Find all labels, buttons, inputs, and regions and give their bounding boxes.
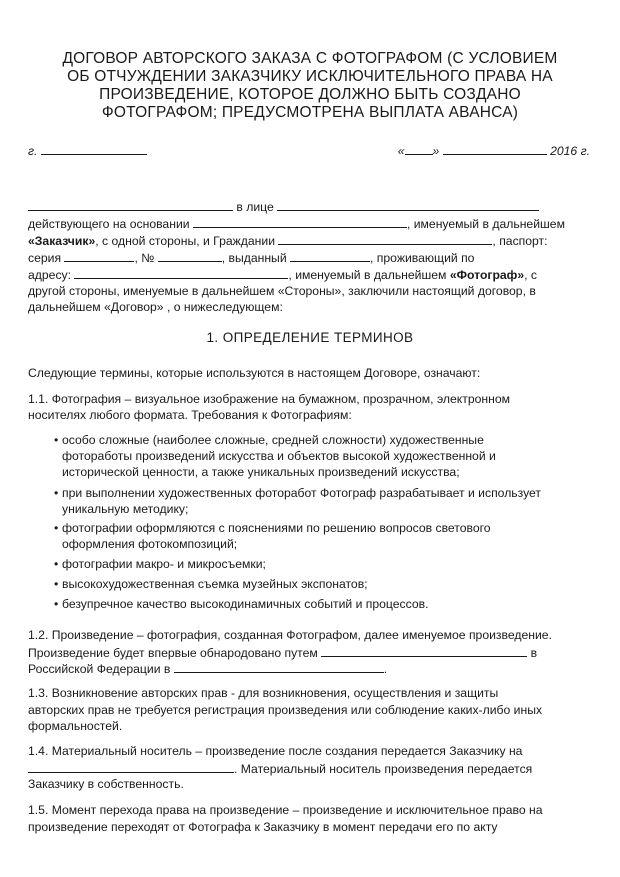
- parties-line-1: [28, 199, 539, 215]
- citizen-text: , с одной стороны, и Граждании: [95, 234, 276, 248]
- clause-1-4-line: Заказчику в собственность.: [28, 777, 184, 791]
- parties-line-7: дальнейшем «Договор» , о нижеследующем:: [28, 300, 283, 314]
- clause-1-4-line: . Материальный носитель произведения передается: [28, 761, 532, 777]
- bullet-item: • безупречное качество высокодинамичных событий и процессов.: [54, 597, 429, 611]
- clause-1-3-line: авторских прав не требуется регистрация произведения или соблюдение каких-либо иных: [28, 703, 543, 717]
- address-text: адресу:: [28, 268, 72, 282]
- parties-line-6: другой стороны, именуемые в дальнейшем «Стороны», заключили настоящий договор, в: [28, 284, 536, 298]
- clause-1-3-line: формальностей.: [28, 719, 123, 733]
- section-heading: 1. ОПРЕДЕЛЕНИЕ ТЕРМИНОВ: [206, 330, 414, 345]
- clause-1-1-line: носителях любого формата. Требования к Фотографиям:: [28, 408, 352, 422]
- issued-blank[interactable]: [290, 250, 370, 262]
- bullet-item-cont: фотоработы произведений искусства и объектов высокой художественной и: [62, 449, 496, 463]
- citizen-name-blank[interactable]: [278, 233, 492, 245]
- basis-blank[interactable]: [193, 216, 407, 228]
- series-blank[interactable]: [64, 250, 134, 262]
- bullet-icon: •: [54, 577, 59, 591]
- customer-role: «Заказчик»: [28, 234, 96, 248]
- bullet-item: • при выполнении художественных фоторабот Фотограф разрабатывает и использует: [54, 486, 542, 500]
- bullet-item: • фотографии оформляются с пояснениями по решению вопросов светового: [54, 521, 491, 535]
- date-open: «: [397, 144, 405, 158]
- bullet-item-cont: уникальную методику;: [62, 502, 189, 516]
- clause-1-2-line: 1.2. Произведение – фотография, созданная Фотографом, далее именуемое произведение.: [28, 628, 552, 642]
- tail-text: , с: [524, 268, 538, 282]
- bullet-item-cont: исторической ценности, а также уникальных произведений искусства;: [62, 465, 460, 479]
- number-blank[interactable]: [158, 250, 222, 262]
- series-text: серия: [28, 251, 62, 265]
- clause-1-1-line: 1.1. Фотография – визуальное изображение на бумажном, прозрачном, электронном: [28, 392, 511, 406]
- issued-text: , выданный: [221, 251, 287, 265]
- number-text: , №: [134, 251, 155, 265]
- parties-line-4: [28, 250, 474, 266]
- place-field: [28, 143, 147, 159]
- title-line: ПРОИЗВЕДЕНИЕ, КОТОРОЕ ДОЛЖНО БЫТЬ СОЗДАНО: [99, 86, 521, 103]
- clause-1-2-line: Российской Федерации в .: [28, 662, 388, 676]
- parties-line-5: [28, 267, 537, 283]
- hereinafter2-text: , именуемый в дальнейшем: [288, 268, 447, 282]
- bullet-icon: •: [54, 521, 59, 535]
- section-intro: Следующие термины, которые используются в настоящем Договоре, означают:: [28, 366, 481, 380]
- hereinafter-text: , именуемый в дальнейшем: [406, 217, 565, 231]
- bullet-item: • высокохудожественная съемка музейных экспонатов;: [54, 577, 368, 591]
- date-year: 2016 г.: [550, 144, 590, 158]
- bullet-icon: •: [54, 433, 59, 447]
- bullet-icon: •: [54, 486, 59, 500]
- clause-1-2-line: Произведение будет впервые обнародовано путем в: [28, 646, 538, 660]
- photographer-role: «Фотограф»: [449, 268, 525, 282]
- title-line: ФОТОГРАФОМ; ПРЕДУСМОТРЕНА ВЫПЛАТА АВАНСА): [101, 104, 519, 121]
- date-close: »: [432, 144, 440, 158]
- bullet-icon: •: [54, 597, 59, 611]
- clause-1-5-line: 1.5. Момент перехода права на произведение – произведение и исключительное право на: [28, 803, 543, 817]
- customer-name-blank[interactable]: [28, 199, 233, 211]
- contract-title: [20, 50, 600, 122]
- in-person-text: в лице: [236, 200, 274, 214]
- place-prefix: г.: [28, 144, 38, 158]
- acting-basis-text: действующего на основании: [28, 217, 190, 231]
- title-line: ОБ ОТЧУЖДЕНИИ ЗАКАЗЧИКУ ИСКЛЮЧИТЕЛЬНОГО ПРАВА НА: [67, 68, 553, 85]
- address-blank[interactable]: [74, 267, 288, 279]
- month-blank[interactable]: [443, 143, 547, 155]
- clause-1-3-line: 1.3. Возникновение авторских прав - для возникновения, осуществления и защиты: [28, 686, 499, 700]
- representative-blank[interactable]: [277, 199, 539, 211]
- bullet-item: • фотографии макро- и микросъемки;: [54, 557, 266, 571]
- title-line: ДОГОВОР АВТОРСКОГО ЗАКАЗА С ФОТОГРАФОМ (С УСЛОВИЕМ: [62, 50, 558, 67]
- passport-text: , паспорт:: [492, 234, 548, 248]
- publication-method-blank[interactable]: [321, 645, 527, 657]
- clause-1-4-line: 1.4. Материальный носитель – произведение после создания передается Заказчику на: [28, 744, 523, 758]
- bullet-item-cont: оформления фотокомпозиций;: [62, 537, 238, 551]
- publication-place-blank[interactable]: [174, 661, 384, 673]
- parties-line-3: [28, 233, 548, 249]
- clause-1-5-line: произведение переходят от Фотографа к Заказчику в момент передачи его по акту: [28, 820, 498, 834]
- bullet-icon: •: [54, 557, 59, 571]
- medium-blank[interactable]: [28, 761, 234, 773]
- parties-line-2: [28, 216, 565, 232]
- residing-text: , проживающий по: [370, 251, 475, 265]
- bullet-item: • особо сложные (наиболее сложные, средней сложности) художественные: [54, 433, 484, 447]
- date-field: [398, 143, 590, 159]
- place-blank[interactable]: [41, 143, 147, 155]
- day-blank[interactable]: [405, 143, 433, 155]
